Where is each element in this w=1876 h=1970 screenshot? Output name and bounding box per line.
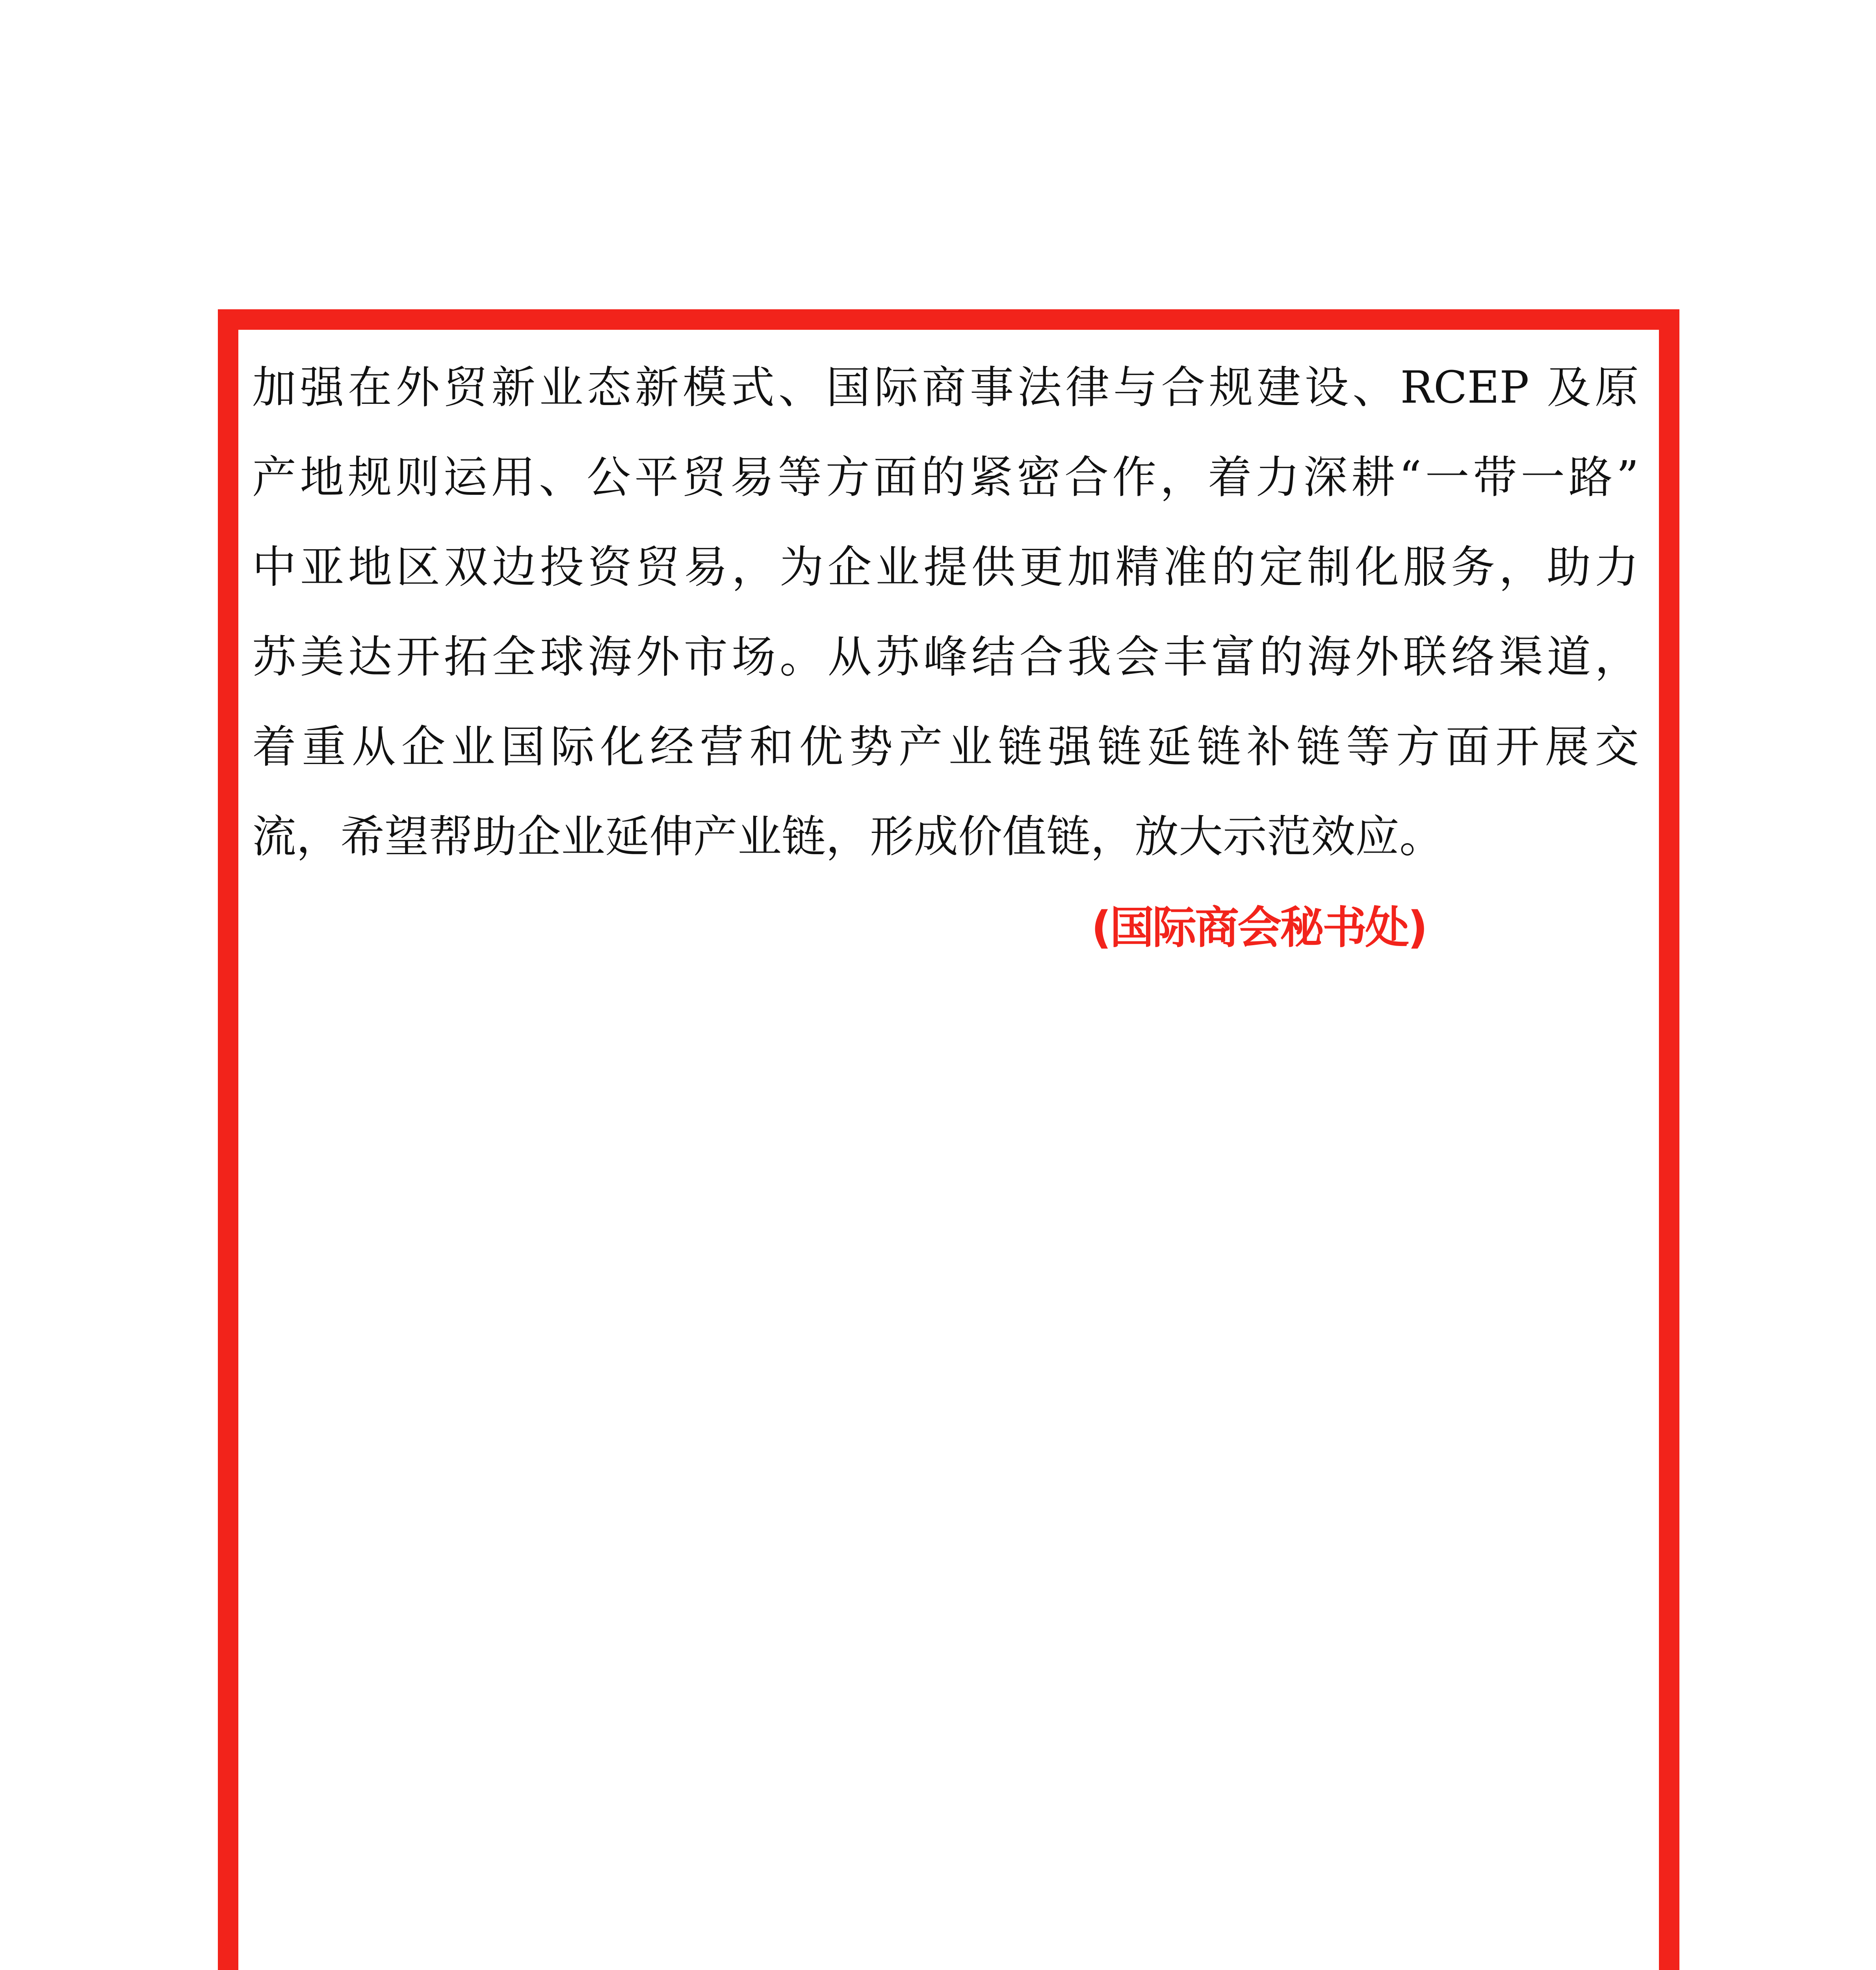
body-line: 苏美达开拓全球海外市场。从苏峰结合我会丰富的海外联络渠道， [252, 632, 1639, 683]
author-signature: (国际商会秘书处) [1091, 902, 1427, 953]
article-body [252, 343, 1639, 882]
body-line: 流，希望帮助企业延伸产业链，形成价值链，放大示范效应。 [252, 811, 1443, 862]
body-line: 加强在外贸新业态新模式、国际商事法律与合规建设、RCEP 及原 [252, 362, 1639, 413]
body-line: 着重从企业国际化经营和优势产业链强链延链补链等方面开展交 [252, 721, 1639, 773]
body-line: 产地规则运用、公平贸易等方面的紧密合作，着力深耕“一带一路” [252, 452, 1639, 503]
body-line: 中亚地区双边投资贸易，为企业提供更加精准的定制化服务，助力 [252, 542, 1639, 593]
